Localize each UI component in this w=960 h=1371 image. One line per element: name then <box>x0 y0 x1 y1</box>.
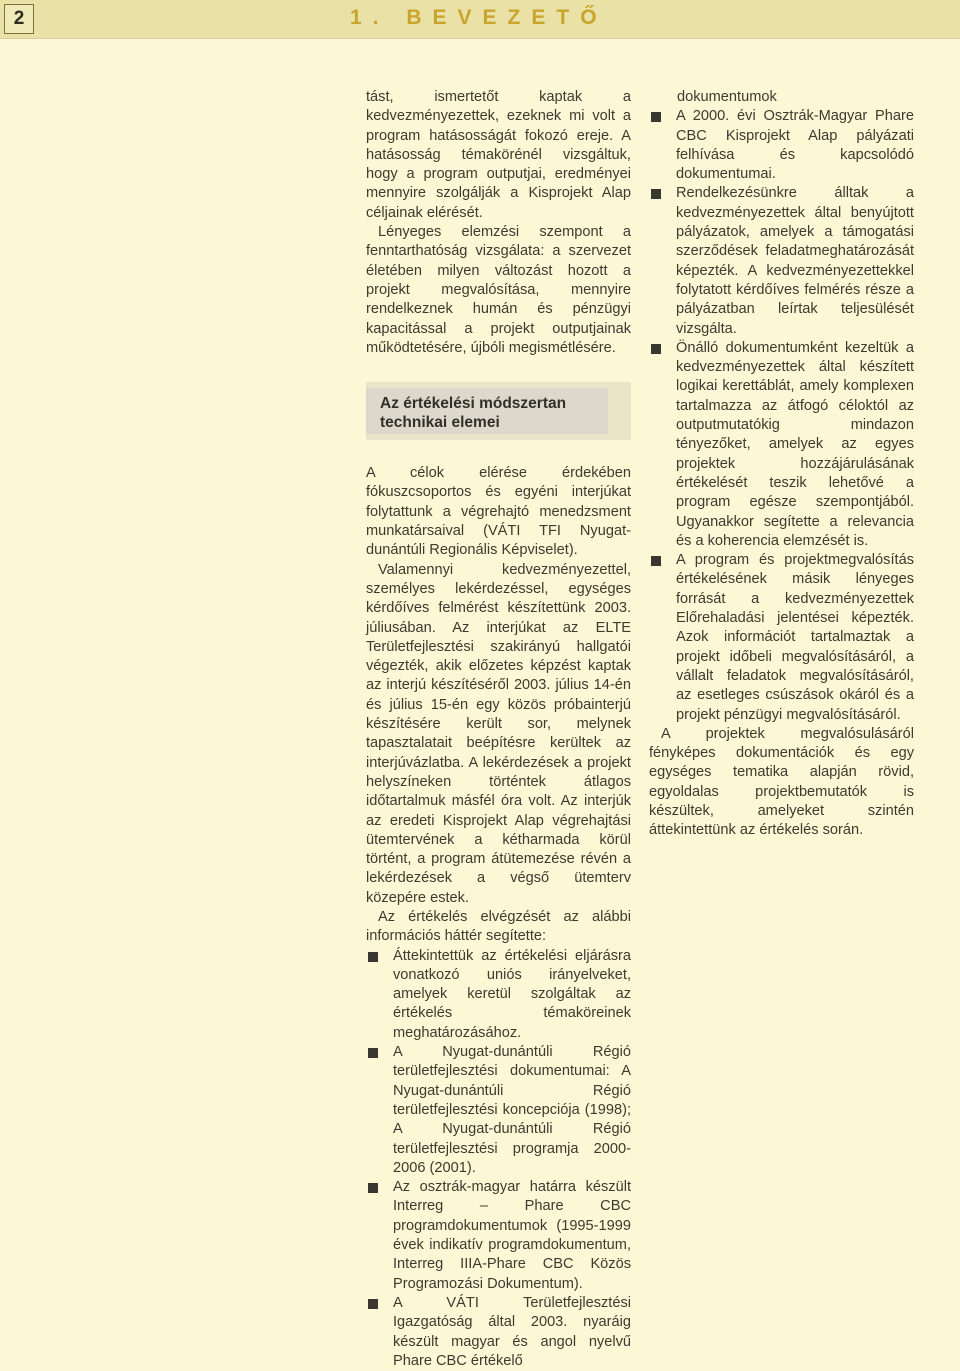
list-item-text: A VÁTI Területfejlesztési Igazgatóság által 2003. nyaráig készült magyar és angol nyelvű Phare CBC értékelő <box>393 1294 631 1369</box>
paragraph: A projektek megvalósulásáról fényképes dokumentációk és egy egységes tematika alapján rövid, egyoldalas projektbemutatók is készültek, amelyeket szintén áttekintettünk az értékelés során. <box>649 725 914 839</box>
source-list-continued <box>649 107 914 725</box>
section-heading: Az értékelési módszertan technikai elemei <box>366 388 608 434</box>
square-bullet-icon <box>368 952 378 962</box>
list-item-text: Az osztrák-magyar határra készült Interreg – Phare CBC programdokumentumok (1995-1999 évek indikatív programdokumentum, Interreg IIIA-Phare CBC Közös Programozási Dokumentum). <box>393 1179 631 1292</box>
paragraph: tást, ismertetőt kaptak a kedvezményezettek, ezeknek mi volt a program hatásosságát fokozó ereje. A hatásosság témakörénél vizsgáltuk, hogy a program outputjai, eredményei mennyire szolgálják a Kisprojekt Alap céljainak elérését. <box>366 89 631 221</box>
paragraph: Lényeges elemzési szempont a fenntarthatóság vizsgálata: a szervezet életében milyen változást hozott a projekt megvalósítása, mennyire rendelkeznek humán és pénzügyi kapacitással a projekt outputjainak működtetésére, újbóli megismétlésére. <box>366 224 631 356</box>
list-item-text: A Nyugat-dunántúli Régió területfejlesztési dokumentumai: A Nyugat-dunántúli Régió területfejlesztési koncepciója (1998); A Nyugat-dunántúli Régió területfejlesztési programja 2000-2006 (2001). <box>393 1044 631 1176</box>
list-item-text: Áttekintettük az értékelési eljárásra vonatkozó uniós irányelveket, amelyek keretül szolgáltak az értékelés témaköreinek meghatározásához. <box>393 947 631 1041</box>
square-bullet-icon <box>368 1183 378 1193</box>
list-item-text: A 2000. évi Osztrák-Magyar Phare CBC Kisprojekt Alap pályázati felhívása és kapcsolódó dokumentumai. <box>676 108 914 183</box>
right-column <box>649 88 914 841</box>
list-item <box>366 947 631 1043</box>
list-continuation: dokumentumok <box>677 89 777 105</box>
left-column <box>366 88 631 1371</box>
list-item <box>649 184 914 338</box>
square-bullet-icon <box>368 1299 378 1309</box>
page-number: 2 <box>4 4 34 34</box>
list-item <box>649 551 914 725</box>
square-bullet-icon <box>651 344 661 354</box>
paragraph: Az értékelés elvégzését az alábbi információs háttér segítette: <box>366 908 631 945</box>
chapter-title: 1. BEVEZETŐ <box>350 6 608 29</box>
list-item <box>366 1043 631 1178</box>
paragraph: A célok elérése érdekében fókuszcsoportos és egyéni interjúkat folytattunk a végrehajtó menedzsment munkatársaival (VÁTI TFI Nyugat-dunántúli Regionális Képviselet). <box>366 465 631 559</box>
list-item <box>366 1294 631 1371</box>
list-item-text: A program és projektmegvalósítás értékelésének másik lényeges forrását a kedvezményezettek Előrehaladási jelentései képezték. Azok információt tartalmaztak a projekt időbeli megvalósításáról, a vállalt feladatok megvalósításáról, az esetleges csúszások okáról és a projekt pénzügyi megvalósításáról. <box>676 552 914 723</box>
square-bullet-icon <box>651 189 661 199</box>
list-item-text: Rendelkezésünkre álltak a kedvezményezettek által benyújtott pályázatok, amelyek a támogatási szerződések feladatmeghatározását képezték. A kedvezményezettekkel folytatott kérdőíves felmérés része a pályázatban leírtak teljesülését vizsgálta. <box>676 185 914 337</box>
list-item-text: Önálló dokumentumként kezeltük a kedvezményezettek által készített logikai kerettáblát, amely komplexen tartalmazza az átfogó céloktól az outputmutatókig mindazon tényezőket, amelyek az egyes projektek hozzájárulásának értékelését teszik lehetővé a program egésze szempontjából. Ugyanakkor segítette a relevancia és a koherencia elemzését is. <box>676 339 914 549</box>
source-list <box>366 947 631 1371</box>
square-bullet-icon <box>651 556 661 566</box>
paragraph: Valamennyi kedvezményezettel, személyes lekérdezéssel, egységes kérdőíves felmérést készítettünk 2003. júliusában. Az interjúkat az ELTE Területfejlesztési szakirányú hallgatói végezték, akik előzetes képzést kaptak az interjú készítéséről 2003. július 14-én és július 15-én egy közös próbainterjú készítésére került sor, melynek tapasztalatait beépítésre kerültek az interjúvázlatba. A lekérdezések a projekt helyszíneken történtek átlagos időtartalmuk másfél óra volt. Az interjúk az eredeti Kisprojekt Alap végrehajtási ütemtervének a kétharmada körül történt, a program átütemezése révén a lekérdezések a végső ütemterv közepére estek. <box>366 561 631 906</box>
list-item <box>649 339 914 551</box>
square-bullet-icon <box>368 1048 378 1058</box>
square-bullet-icon <box>651 112 661 122</box>
list-item <box>366 1178 631 1294</box>
section-heading-box <box>366 382 631 440</box>
list-item <box>649 107 914 184</box>
page-header <box>0 0 960 39</box>
